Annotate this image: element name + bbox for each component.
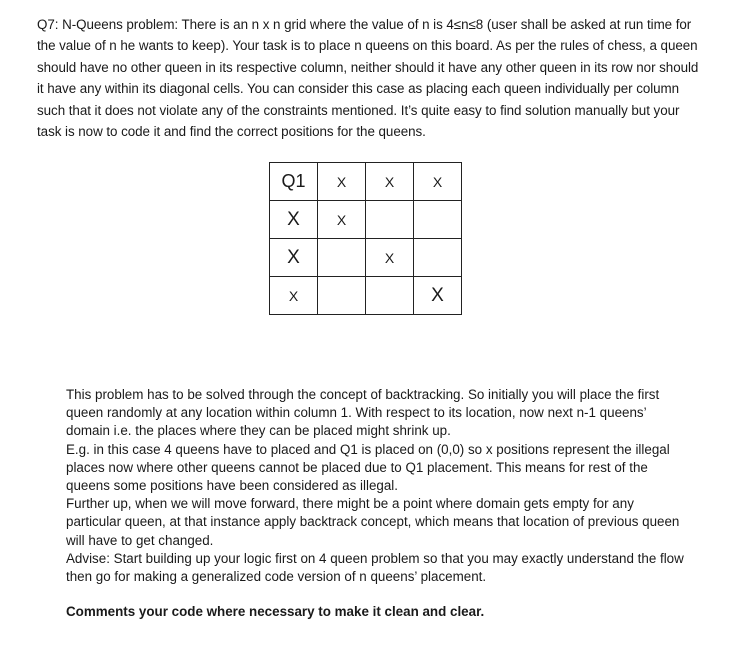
board-row: [270, 163, 462, 201]
board-cell: [414, 201, 462, 239]
board-cell: X: [270, 239, 318, 277]
board-cell: X: [414, 277, 462, 315]
board-cell: X: [366, 163, 414, 201]
board-cell: [318, 277, 366, 315]
board-cell: [318, 239, 366, 277]
explanation-section: [66, 386, 686, 586]
board-cell: X: [270, 201, 318, 239]
board-cell: Q1: [270, 163, 318, 201]
explanation-paragraph: This problem has to be solved through the concept of backtracking. So initially you will place the first queen randomly at any location within column 1. With respect to its location, now next n-1 queens’ domain i.e. the places where they can be placed might shrink up.: [66, 387, 660, 439]
board-cell: [414, 239, 462, 277]
board-cell: X: [414, 163, 462, 201]
board-cell: X: [366, 239, 414, 277]
board-row: [270, 277, 462, 315]
explanation-paragraph: E.g. in this case 4 queens have to placed and Q1 is placed on (0,0) so x positions represent the illegal places now where other queens cannot be placed due to Q1 placement. This means for rest of the queens some positions have been considered as illegal.: [66, 441, 670, 494]
board-row: [270, 201, 462, 239]
question-paragraph: [37, 14, 705, 142]
chess-board-grid: [269, 162, 462, 315]
board-cell: X: [318, 163, 366, 201]
question-text: Q7: N-Queens problem: There is an n x n grid where the value of n is 4≤n≤8 (user shall be asked at run time for the value of n he wants to keep). Your task is to place n queens on this board. As per the rules of chess, a queen should have no other queen in its respective column, neither should it have any other queen in its row nor should it have any within its diagonal cells. You can consider this case as placing each queen individually per column such that it does not violate any of the constraints mentioned. It’s quite easy to find solution manually but your task is now to code it and find the correct positions for the queens.: [37, 17, 699, 140]
board-cell: X: [318, 201, 366, 239]
board-cell: [366, 201, 414, 239]
explanation-paragraph: Further up, when we will move forward, there might be a point where domain gets empty for any particular queen, at that instance apply backtrack concept, which means that location of previous queen will have to get changed.: [66, 496, 680, 548]
advice-paragraph: Advise: Start building up your logic first on 4 queen problem so that you may exactly understand the flow then go for making a generalized code version of n queens’ placement.: [66, 550, 684, 585]
board-cell: [366, 277, 414, 315]
board-row: [270, 239, 462, 277]
footer-note: Comments your code where necessary to make it clean and clear.: [66, 604, 485, 619]
board-cell: X: [270, 277, 318, 315]
